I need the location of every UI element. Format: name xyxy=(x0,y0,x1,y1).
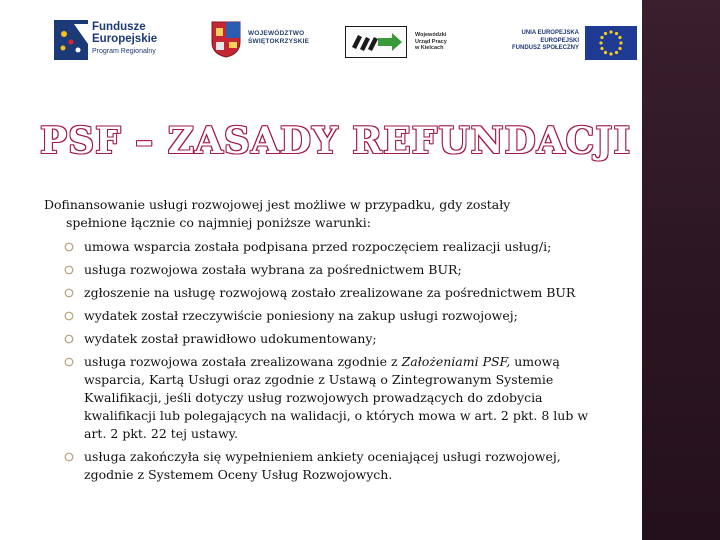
wup-logo xyxy=(345,26,475,62)
list-item xyxy=(62,330,614,348)
ue-line2: EUROPEJSKI xyxy=(540,37,579,44)
page-title: PSF – ZASADY REFUNDACJI xyxy=(40,120,632,162)
bullet-icon xyxy=(64,357,74,367)
eu-flag-icon xyxy=(585,26,637,60)
intro-line1: Dofinansowanie usługi rozwojowej jest możliwe w przypadku, gdy zostały xyxy=(44,197,511,212)
intro-paragraph xyxy=(44,196,564,232)
list-item xyxy=(62,307,614,325)
wup-arrow-icon xyxy=(346,27,405,56)
intro-line2: spełnione łącznie co najmniej poniższe warunki: xyxy=(66,215,371,230)
woj-line1: WOJEWÓDZTWO xyxy=(248,30,305,37)
bullet-icon xyxy=(64,311,74,321)
list-item xyxy=(62,238,614,256)
fe-line3: Program Regionalny xyxy=(92,48,156,55)
coat-of-arms-icon xyxy=(210,20,242,58)
wojewodztwo-logo xyxy=(210,20,325,62)
list-item-text: usługa rozwojowa została wybrana za pośrednictwem BUR; xyxy=(84,262,462,277)
list-item-text: wydatek został prawidłowo udokumentowany; xyxy=(84,331,377,346)
bullet-icon xyxy=(64,334,74,344)
fundusze-europejskie-logo xyxy=(54,18,184,66)
list-item-text-italic: Założeniami PSF, xyxy=(401,354,511,369)
wup-line3: w Kielcach xyxy=(415,45,444,51)
fundusze-europejskie-emblem-icon xyxy=(54,20,88,60)
ue-logo xyxy=(505,24,645,64)
fe-line2: Europejskie xyxy=(92,33,158,45)
fe-line1: Fundusze xyxy=(92,21,146,33)
list-item-text: wydatek został rzeczywiście poniesiony na zakup usługi rozwojowej; xyxy=(84,308,518,323)
decorative-sidebar xyxy=(642,0,720,540)
list-item-text-pre: usługa rozwojowa została zrealizowana zgodnie z xyxy=(84,354,402,369)
bullet-icon xyxy=(64,452,74,462)
list-item xyxy=(62,448,614,484)
list-item-text: umowa wsparcia została podpisana przed rozpoczęciem realizacji usług/i; xyxy=(84,239,552,254)
bullet-icon xyxy=(64,288,74,298)
list-item-text: zgłoszenie na usługę rozwojową zostało zrealizowane za pośrednictwem BUR xyxy=(84,285,576,300)
wup-line1: Wojewódzki xyxy=(415,32,447,38)
bullet-icon xyxy=(64,242,74,252)
list-item-text: usługa zakończyła się wypełnieniem ankiety oceniającej usługi rozwojowej, zgodnie z Systemem Oceny Usług Rozwojowych. xyxy=(84,449,561,482)
list-item xyxy=(62,261,614,279)
bullet-icon xyxy=(64,265,74,275)
logo-bar xyxy=(40,14,640,74)
conditions-list xyxy=(62,238,614,489)
ue-line3: FUNDUSZ SPOŁECZNY xyxy=(511,45,579,51)
list-item-text-post: umową wsparcia, Kartą Usługi oraz zgodnie z Ustawą o Zintegrowanym Systemie Kwalifikacji, jeśli dotyczy usług rozwojowych prowadzących do zdobycia kwalifikacji lub polegających na walidacji, o których mowa w art. 2 pkt. 8 lub w art. 2 pkt. 22 tej ustawy. xyxy=(84,354,589,441)
woj-line2: ŚWIĘTOKRZYSKIE xyxy=(248,38,310,45)
list-item xyxy=(62,284,614,302)
ue-line1: UNIA EUROPEJSKA xyxy=(521,30,579,36)
list-item xyxy=(62,353,614,443)
wup-line2: Urząd Pracy xyxy=(415,38,447,45)
